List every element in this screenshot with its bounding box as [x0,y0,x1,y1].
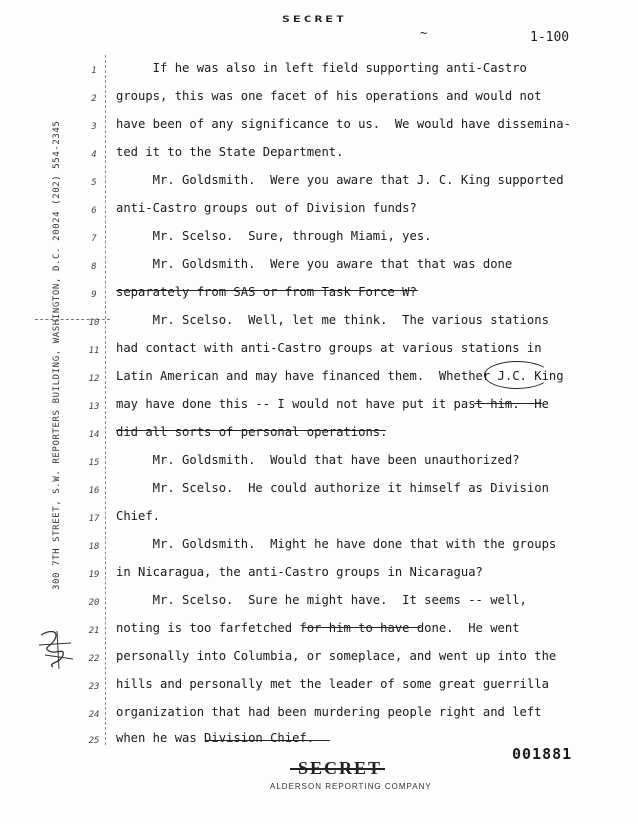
line-number: 14 [88,430,100,440]
line-number: 11 [88,346,100,356]
transcript-line: Mr. Goldsmith. Were you aware that that was done [116,257,513,271]
transcript-line: when he was Division Chief. [116,731,315,745]
line-number: 21 [88,626,100,636]
footer-classification-stamp: SECRET [298,758,383,778]
transcript-line: in Nicaragua, the anti-Castro groups in Nicaragua? [116,565,483,579]
reporter-name: ALDERSON REPORTING COMPANY [270,782,432,791]
line-number: 24 [88,710,100,720]
line-number: 3 [91,122,97,132]
line-number: 8 [91,262,97,272]
line-number: 17 [88,514,100,524]
stamp-strikethrough [290,768,385,770]
line-number: 18 [88,542,100,552]
transcript-line: Mr. Scelso. Sure, through Miami, yes. [116,229,432,243]
document-number: 001881 [512,745,573,763]
transcript-line: anti-Castro groups out of Division funds? [116,201,417,215]
line-number: 25 [88,736,100,746]
transcript-line: Mr. Goldsmith. Were you aware that J. C. King supported [116,173,564,187]
transcript-line: may have done this -- I would not have put it past him. He [116,397,549,411]
line-number: 22 [88,654,100,664]
handwritten-underline [205,740,330,741]
line-number: 13 [88,402,100,412]
transcript-line: hills and personally met the leader of some great guerrilla [116,677,549,691]
transcript-line: ted it to the State Department. [116,145,344,159]
transcript-line: Mr. Scelso. He could authorize it himself as Division [116,481,549,495]
transcript-line: If he was also in left field supporting anti-Castro [116,61,527,75]
left-margin-rule [105,55,106,745]
transcript-line: groups, this was one facet of his operations and would not [116,89,542,103]
handwritten-underline [303,627,421,628]
header-classification-stamp: SECRET [282,14,347,25]
handwritten-initials [35,625,77,673]
handwritten-circle [484,361,550,389]
line-number: 16 [88,486,100,496]
line-number: 23 [88,682,100,692]
transcript-line: did all sorts of personal operations. [116,425,388,439]
handwritten-underline [474,403,542,404]
transcript-line: Mr. Scelso. Well, let me think. The various stations [116,313,549,327]
line-number: 2 [91,94,97,104]
line-number: 5 [91,178,97,188]
reporter-address-margin-text: 300 7TH STREET, S.W. REPORTERS BUILDING, WASHINGTON, D.C. 20024 (202) 554-2345 [52,120,62,590]
transcript-line: Chief. [116,509,161,523]
transcript-line: separately from SAS or from Task Force W? [116,285,417,299]
handwritten-underline [116,290,418,291]
transcript-line: had contact with anti-Castro groups at various stations in [116,341,542,355]
line-number: 7 [91,234,97,244]
line-number: 9 [91,290,97,300]
transcript-line: Mr. Scelso. Sure he might have. It seems -- well, [116,593,527,607]
transcript-line: noting is too farfetched for him to have done. He went [116,621,520,635]
transcript-line: Mr. Goldsmith. Would that have been unauthorized? [116,453,520,467]
handwritten-underline [116,430,386,431]
transcript-line: personally into Columbia, or someplace, and went up into the [116,649,557,663]
line-number: 10 [88,318,100,328]
line-number: 20 [88,598,100,608]
tick-mark: ~ [420,26,428,40]
line-number: 4 [91,150,97,160]
line-number: 1 [91,66,97,76]
line-number: 6 [91,206,97,216]
transcript-line: have been of any significance to us. We would have dissemina- [116,117,571,131]
transcript-line: Latin American and may have financed them. Whether J.C. King [116,369,564,383]
transcript-line: Mr. Goldsmith. Might he have done that with the groups [116,537,557,551]
line-number: 19 [88,570,100,580]
page-number: 1-100 [530,30,570,45]
transcript-line: organization that had been murdering people right and left [116,705,542,719]
line-number: 15 [88,458,100,468]
line-number: 12 [88,374,100,384]
